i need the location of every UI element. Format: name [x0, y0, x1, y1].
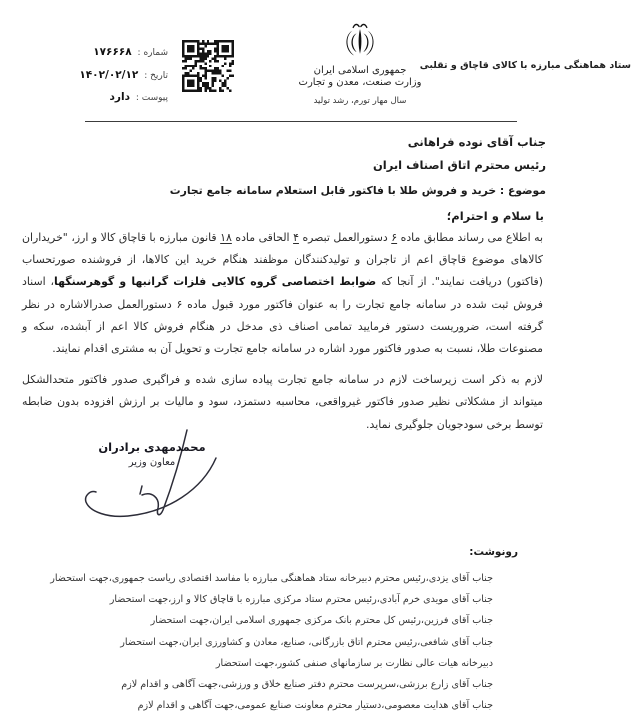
cc-item: جناب آقای شافعی،رئیس محترم اتاق بازرگانی، صنایع، معادن و کشاورزی ایران،جهت استحضار	[120, 636, 493, 648]
qr-code	[182, 40, 234, 92]
signer-name: محمدمهدی برادران	[98, 440, 206, 454]
cc-item: دبیرخانه هیات عالی نظارت بر سازمانهای صنفی کشور،جهت استحضار	[215, 657, 493, 669]
letter-body	[22, 227, 543, 436]
body-paragraph-1: به اطلاع می رساند مطابق ماده ۶ دستورالعمل تبصره ۴ الحاقی ماده ۱۸ قانون مبارزه با قاچاق کالا و ارز، "خریداران کالاهای موضوع قاچاق اعم از تاجران و تولیدکنندگان موظفند هنگام خرید این کالاها، از فروشنده صورتحساب (فاکتور) دریافت نمایند". از آنجا که ضوابط اختصاصی گروه کالایی فلزات گرانبها و گوهرسنگها، اسناد فروش ثبت شده در سامانه جامع تجارت را به عنوان فاکتور مورد قبول ماده ۶ دستورالعمل صدرالاشاره در نظر گرفته است، ضروریست دستور فرمایید تمامی اصناف ذی مدخل در هنگام فروش کالا اعم از آبشده، سکه و مصنوعات طلا، نسبت به صدور فاکتور مورد اشاره در سامانه جامع تجارت و تحویل آن به مشتری اقدام نمایند.	[22, 231, 544, 356]
header-divider	[85, 121, 517, 122]
letter-number-row	[56, 42, 168, 65]
cc-label: رونوشت:	[469, 546, 518, 558]
body-paragraph-2: لازم به ذکر است زیرساخت لازم در سامانه جامع تجارت پیاده سازی شده و فراگیری صدور فاکتور متحدالشکل میتواند از مشکلاتی نظیر صدور فاکتور غیرواقعی، محاسبه دستمزد، سود و مالیات بر ارزش افزوده بدون ضابطه توسط برخی سودجویان جلوگیری نماید.	[22, 373, 543, 431]
recipient-block	[373, 131, 546, 176]
salutation: با سلام و احترام؛	[446, 209, 544, 223]
recipient-name: جناب آقای نوده فراهانی	[407, 135, 546, 149]
letter-date-label: تاریخ :	[144, 70, 168, 81]
cc-item: جناب آقای فرزین،رئیس کل محترم بانک مرکزی جمهوری اسلامی ایران،جهت استحضار	[150, 615, 493, 627]
subject-line: موضوع : خرید و فروش طلا با فاکتور قابل استعلام سامانه جامع تجارت	[169, 184, 546, 197]
letter-date-row	[56, 65, 168, 88]
signature-block	[66, 428, 238, 528]
year-slogan: سال مهار تورم، رشد تولید	[313, 96, 407, 106]
ministry-title: وزارت صنعت، معدن و تجارت	[298, 77, 422, 88]
recipient-title: رئیس محترم اتاق اصناف ایران	[372, 157, 546, 172]
iran-emblem-icon	[343, 22, 377, 60]
letter-attachment-label: پیوست :	[135, 93, 168, 103]
cc-item: جناب آقای زارع برزشی،سرپرست محترم دفتر صنایع خلاق و ورزشی،جهت آگاهی و اقدام لازم	[121, 679, 493, 691]
cc-item: جناب آقای مویدی خرم آبادی،رئیس محترم ستاد مرکزی مبارزه با قاچاق کالا و ارز،جهت استحضار	[109, 594, 493, 606]
cc-item: جناب آقای هدایت معصومی،دستیار محترم معاونت صنایع عمومی،جهت آگاهی و اقدام لازم	[137, 700, 493, 712]
letter-attachment-row	[56, 87, 168, 110]
letter-date-value: ۱۴۰۲/۰۲/۱۲	[79, 68, 139, 81]
cc-list	[50, 568, 493, 716]
government-title: جمهوری اسلامی ایران	[313, 65, 407, 76]
letter-meta	[56, 42, 168, 110]
header-organization: ستاد هماهنگی مبارزه با کالای قاچاق و تقلبی	[419, 60, 631, 71]
cc-item: جناب آقای یزدی،رئیس محترم دبیرخانه ستاد هماهنگی مبارزه با مفاسد اقتصادی ریاست جمهوری،جهت استحضار	[50, 573, 493, 584]
letter-attachment-value: دارد	[109, 91, 130, 103]
letter-number-label: شماره :	[137, 48, 168, 58]
signer-title: معاون وزیر	[128, 457, 176, 468]
letterhead-center	[280, 22, 440, 106]
letter-number-value: ۱۷۶۶۶۸	[93, 46, 132, 58]
